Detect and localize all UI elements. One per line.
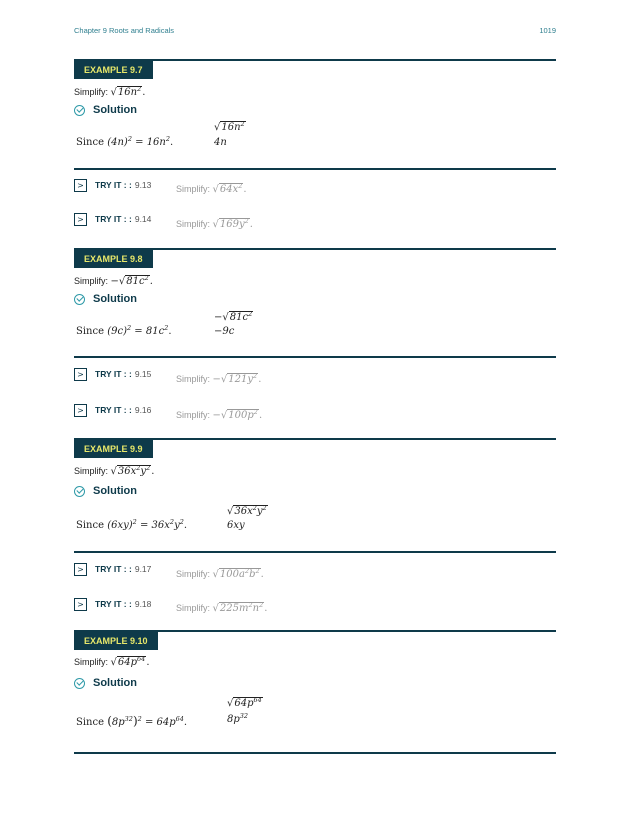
since-statement: Since $(8p^{32})^2 = 64p^{64}$. xyxy=(76,714,188,728)
solution-heading: Solution xyxy=(74,104,137,116)
solution-step: $√64p^{64}$ xyxy=(227,696,262,709)
problem-statement: Simplify: $√64p^{64}$. xyxy=(74,655,150,668)
example-bottom-rule xyxy=(74,752,556,754)
try-it-item[interactable]: > TRY IT : : 9.13 xyxy=(74,178,151,192)
example-tag: EXAMPLE 9.9 xyxy=(74,440,153,458)
chevron-right-icon[interactable]: > xyxy=(74,404,87,417)
example-tag: EXAMPLE 9.8 xyxy=(74,250,153,268)
solution-heading: Solution xyxy=(74,485,137,497)
solution-step: $-√81c^2$ xyxy=(214,310,253,323)
try-it-item[interactable]: > TRY IT : : 9.15 xyxy=(74,367,151,381)
chevron-right-icon[interactable]: > xyxy=(74,563,87,576)
since-statement: Since $(4n)^2 = 16n^2$. xyxy=(76,135,174,148)
check-circle-icon xyxy=(74,105,85,116)
try-it-problem: Simplify: $-√121y^2$. xyxy=(176,372,262,385)
solution-result: −9c xyxy=(214,326,235,337)
check-circle-icon xyxy=(74,678,85,689)
try-it-problem: Simplify: $√100a^2b^2$. xyxy=(176,567,264,580)
page-header xyxy=(74,26,556,38)
try-it-item[interactable]: > TRY IT : : 9.14 xyxy=(74,212,151,226)
solution-heading: Solution xyxy=(74,677,137,689)
problem-statement xyxy=(74,86,145,98)
chevron-right-icon[interactable]: > xyxy=(74,179,87,192)
simplify-label: Simplify: xyxy=(74,87,109,97)
solution-heading: Solution xyxy=(74,293,137,305)
example-tag: EXAMPLE 9.7 xyxy=(74,61,153,79)
solution-result: $8p^{32}$ xyxy=(227,712,249,725)
chapter-title: Chapter 9 Roots and Radicals xyxy=(74,26,175,35)
problem-statement: Simplify: $√36x^2y^2$. xyxy=(74,464,155,477)
chevron-right-icon[interactable]: > xyxy=(74,368,87,381)
check-circle-icon xyxy=(74,294,85,305)
try-it-item[interactable]: > TRY IT : : 9.16 xyxy=(74,403,151,417)
example-tag: EXAMPLE 9.10 xyxy=(74,632,158,650)
since-statement: Since $(9c)^2 = 81c^2$. xyxy=(76,324,172,337)
solution-step: $√16n^2$ xyxy=(214,120,245,133)
try-it-problem: Simplify: $√225m^2n^2$. xyxy=(176,601,268,614)
solution-step: $√36x^2y^2$ xyxy=(227,504,267,517)
problem-statement: Simplify: $-√81c^2$. xyxy=(74,274,153,287)
example-bottom-rule xyxy=(74,168,556,170)
example-bottom-rule xyxy=(74,356,556,358)
try-it-item[interactable]: > TRY IT : : 9.18 xyxy=(74,597,151,611)
try-it-problem: Simplify: $√64x^2$. xyxy=(176,182,247,195)
chevron-right-icon[interactable]: > xyxy=(74,598,87,611)
since-statement: Since $(6xy)^2 = 36x^2y^2$. xyxy=(76,518,188,531)
solution-result: 4n xyxy=(214,137,227,148)
try-it-problem: Simplify: $-√100p^2$. xyxy=(176,408,263,421)
try-it-problem: Simplify: $√169y^2$. xyxy=(176,217,253,230)
check-circle-icon xyxy=(74,486,85,497)
solution-result: 6xy xyxy=(227,520,245,531)
example-bottom-rule xyxy=(74,551,556,553)
chevron-right-icon[interactable]: > xyxy=(74,213,87,226)
problem-expression: $√16n^2$. xyxy=(110,85,146,98)
page-number: 1019 xyxy=(539,26,556,35)
try-it-item[interactable]: > TRY IT : : 9.17 xyxy=(74,562,151,576)
